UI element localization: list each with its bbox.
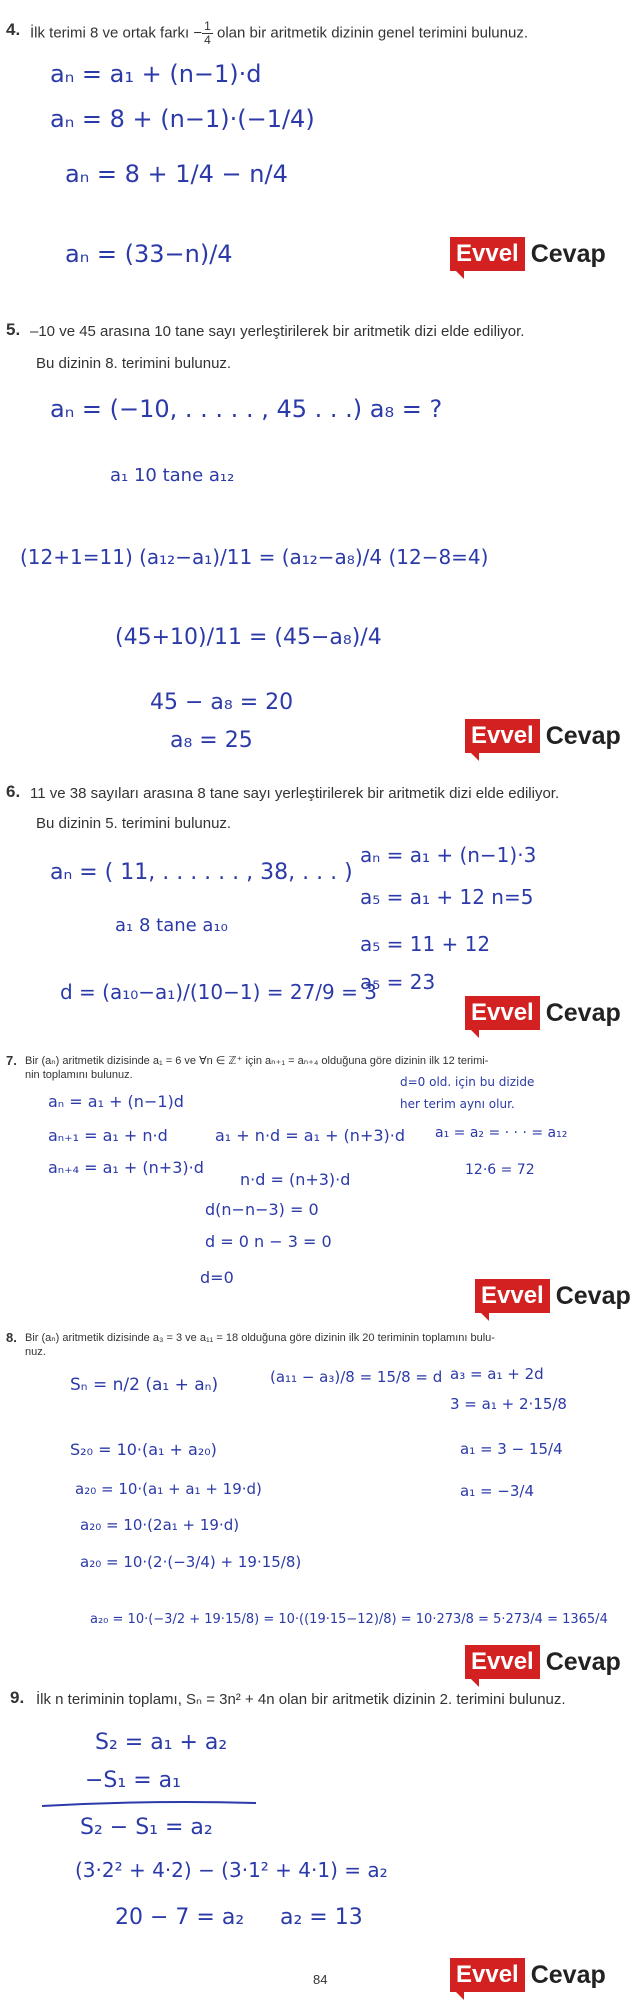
handwritten-step: aₙ = (33−n)/4 (65, 240, 233, 268)
handwritten-step: aₙ = 8 + 1/4 − n/4 (65, 160, 288, 188)
handwritten-step: d = (a₁₀−a₁)/(10−1) = 27/9 = 3 (60, 980, 377, 1004)
brand-evvel: Evvel (450, 1958, 525, 1992)
fraction-denominator: 4 (204, 33, 211, 47)
handwritten-step: 12·6 = 72 (465, 1162, 535, 1178)
handwritten-step: aₙ = (−10, . . . . . , 45 . . .) a₈ = ? (50, 395, 443, 423)
handwritten-step: aₙ₊₄ = a₁ + (n+3)·d (48, 1158, 204, 1177)
handwritten-step: 3 = a₁ + 2·15/8 (450, 1395, 567, 1413)
handwritten-step: d(n−n−3) = 0 (205, 1200, 319, 1219)
handwritten-step: a₅ = a₁ + 12 n=5 (360, 885, 534, 909)
handwritten-step: 20 − 7 = a₂ (115, 1905, 245, 1930)
handwritten-step: a₁ = −3/4 (460, 1482, 535, 1500)
handwritten-step: d=0 (200, 1268, 234, 1287)
question-text-line2: Bu dizinin 5. terimini bulunuz. (36, 815, 232, 832)
handwritten-step: aₙ₊₁ = a₁ + n·d (48, 1126, 168, 1145)
handwritten-step: −S₁ = a₁ (85, 1768, 181, 1793)
brand-logo (465, 996, 621, 1030)
brand-logo (450, 1958, 606, 1992)
question-number: 5. (6, 320, 21, 339)
brand-cevap: Cevap (545, 721, 621, 750)
brand-evvel: Evvel (450, 237, 525, 271)
question-text-line2: Bu dizinin 8. terimini bulunuz. (36, 355, 232, 372)
brand-logo (475, 1279, 631, 1313)
handwritten-step: aₙ = a₁ + (n−1)d (48, 1092, 184, 1111)
handwritten-step: (a₁₁ − a₃)/8 = 15/8 = d (270, 1368, 443, 1386)
handwritten-step: n·d = (n+3)·d (240, 1170, 351, 1189)
brand-evvel: Evvel (465, 1645, 540, 1679)
handwritten-step: S₂₀ = 10·(a₁ + a₂₀) (70, 1440, 217, 1459)
handwritten-step: a₁ 8 tane a₁₀ (115, 915, 228, 936)
handwritten-step: a₁ = 3 − 15/4 (460, 1440, 563, 1458)
handwritten-step: (12+1=11) (a₁₂−a₁)/11 = (a₁₂−a₈)/4 (12−8=4) (20, 545, 489, 569)
question-text-line2: nin toplamını bulunuz. (25, 1069, 133, 1081)
fraction-numerator: 1 (204, 19, 211, 33)
handwritten-step: a₁ 10 tane a₁₂ (110, 465, 235, 486)
handwritten-step: 45 − a₈ = 20 (150, 690, 294, 715)
brand-evvel: Evvel (465, 996, 540, 1030)
question-text-line1: 11 ve 38 sayıları arasına 8 tane sayı yerleştirilerek bir aritmetik dizi elde ediliyor. (30, 785, 560, 802)
question-text: İlk n teriminin toplamı, Sₙ = 3n² + 4n olan bir aritmetik dizinin 2. terimini bulunuz. (36, 1691, 566, 1708)
handwritten-step: a₂ = 13 (280, 1905, 363, 1930)
brand-evvel: Evvel (465, 719, 540, 753)
handwritten-step: a₂₀ = 10·(−3/2 + 19·15/8) = 10·((19·15−12)/8) = 10·273/8 = 5·273/4 = 1365/4 (90, 1612, 608, 1627)
handwritten-step: a₂₀ = 10·(2·(−3/4) + 19·15/8) (80, 1553, 302, 1571)
question-text-line1: Bir (aₙ) aritmetik dizisinde a₃ = 3 ve a₁₁ = 18 olduğuna göre dizinin ilk 20 teriminin toplamını bulu- (25, 1332, 495, 1344)
handwritten-step: a₅ = 23 (360, 970, 436, 994)
question-number: 8. (6, 1330, 17, 1345)
handwritten-step: a₁ = a₂ = · · · = a₁₂ (435, 1125, 568, 1141)
question-4 (0, 0, 640, 290)
brand-cevap: Cevap (530, 239, 606, 268)
handwritten-step: S₂ − S₁ = a₂ (80, 1815, 213, 1840)
handwritten-step: a₃ = a₁ + 2d (450, 1365, 544, 1383)
handwritten-step: (3·2² + 4·2) − (3·1² + 4·1) = a₂ (75, 1858, 388, 1882)
question-number: 9. (10, 1688, 25, 1707)
brand-cevap: Cevap (555, 1281, 631, 1310)
question-number: 7. (6, 1053, 17, 1068)
brand-cevap: Cevap (530, 1960, 606, 1989)
subtraction-line (40, 1798, 260, 1810)
question-text-before: İlk terimi 8 ve ortak farkı − (30, 24, 203, 42)
brand-cevap: Cevap (545, 998, 621, 1027)
handwritten-step: aₙ = a₁ + (n−1)·d (50, 60, 262, 88)
fraction (202, 20, 213, 47)
handwritten-step: (45+10)/11 = (45−a₈)/4 (115, 625, 382, 650)
question-text-after: olan bir aritmetik dizinin genel terimini bulunuz. (217, 24, 528, 42)
handwritten-step: a₂₀ = 10·(2a₁ + 19·d) (80, 1516, 240, 1534)
brand-evvel: Evvel (475, 1279, 550, 1313)
brand-logo (465, 1645, 621, 1679)
question-text-line1: –10 ve 45 arasına 10 tane sayı yerleştirilerek bir aritmetik dizi elde ediliyor. (30, 323, 525, 340)
handwritten-step: aₙ = 8 + (n−1)·(−1/4) (50, 105, 315, 133)
brand-logo (450, 237, 606, 271)
page-number: 84 (313, 1972, 328, 1987)
question-text (30, 20, 528, 47)
handwritten-step: aₙ = ( 11, . . . . . . , 38, . . . ) (50, 860, 353, 885)
handwritten-step: a₂₀ = 10·(a₁ + a₁ + 19·d) (75, 1480, 262, 1498)
handwritten-note: d=0 old. için bu dizide (400, 1075, 535, 1089)
handwritten-step: a₁ + n·d = a₁ + (n+3)·d (215, 1126, 406, 1145)
handwritten-step: a₅ = 11 + 12 (360, 932, 491, 956)
question-number: 6. (6, 782, 21, 801)
question-number: 4. (6, 20, 21, 39)
handwritten-step: aₙ = a₁ + (n−1)·3 (360, 843, 537, 867)
handwritten-step: a₈ = 25 (170, 728, 253, 753)
handwritten-step: S₂ = a₁ + a₂ (95, 1730, 228, 1755)
question-text-line1: Bir (aₙ) aritmetik dizisinde a₁ = 6 ve ∀n ∈ ℤ⁺ için aₙ₊₁ = aₙ₊₄ olduğuna göre dizinin ilk 12 terimi- (25, 1055, 489, 1067)
handwritten-step: Sₙ = n/2 (a₁ + aₙ) (70, 1375, 219, 1395)
brand-logo (465, 719, 621, 753)
brand-cevap: Cevap (545, 1647, 621, 1676)
handwritten-note: her terim aynı olur. (400, 1097, 515, 1111)
handwritten-step: d = 0 n − 3 = 0 (205, 1232, 332, 1251)
question-text-line2: nuz. (25, 1346, 46, 1358)
